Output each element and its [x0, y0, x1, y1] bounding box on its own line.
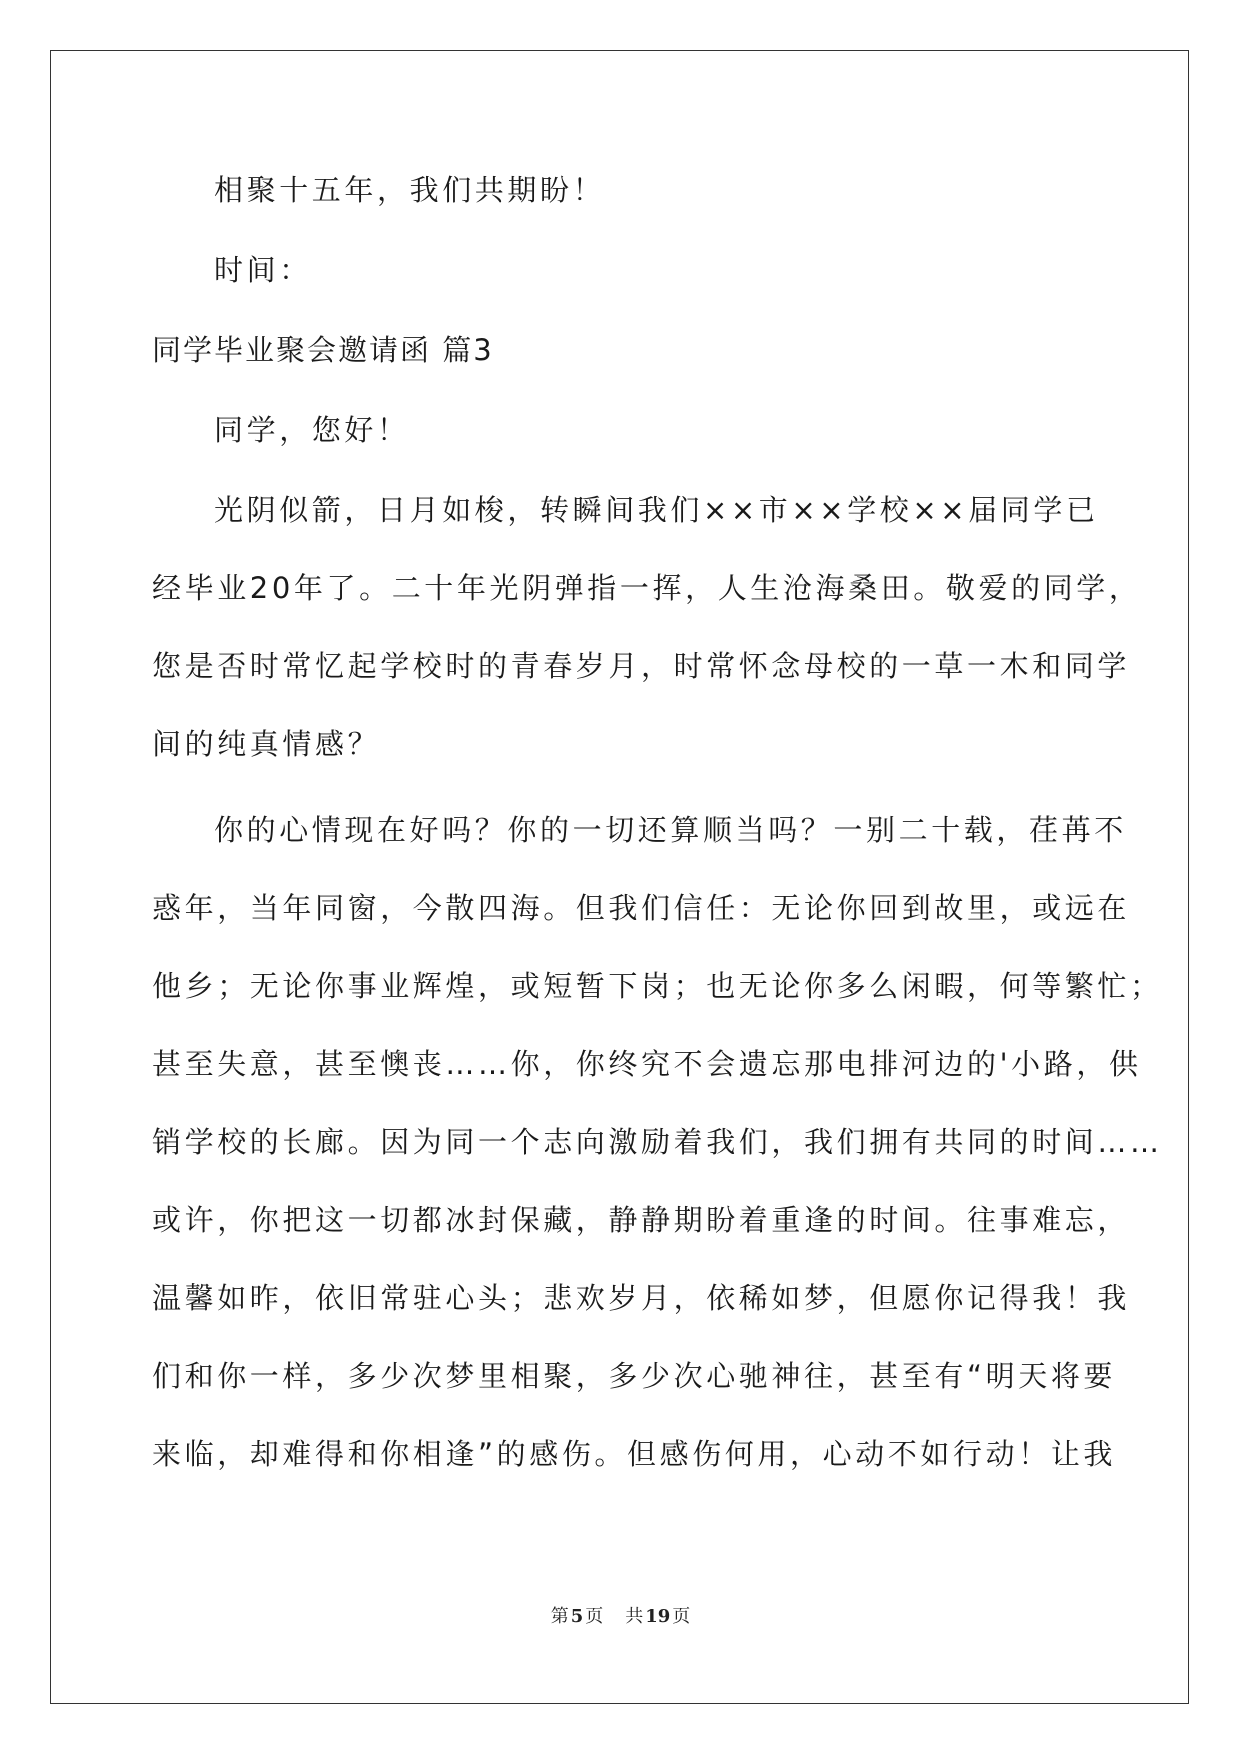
total-pages: 19 [645, 1606, 671, 1627]
total-suffix: 页 [672, 1606, 691, 1627]
text-line: 或许，你把这一切都冰封保藏，静静期盼着重逢的时间。往事难忘， [152, 1203, 1131, 1237]
text-line: 他乡；无论你事业辉煌，或短暂下岗；也无论你多么闲暇，何等繁忙； [152, 969, 1163, 1003]
text-line: 甚至失意，甚至懊丧……你，你终究不会遗忘那电排河边的'小路，供 [152, 1047, 1142, 1081]
text-line: 光阴似箭，日月如梭，转瞬间我们××市××学校××届同学已 [214, 493, 1099, 527]
text-line: 经毕业20年了。二十年光阴弹指一挥，人生沧海桑田。敬爱的同学， [152, 571, 1142, 605]
text-line: 来临，却难得和你相逢”的感伤。但感伤何用，心动不如行动！让我 [152, 1437, 1117, 1471]
page-number: 5 [570, 1606, 584, 1627]
text-line: 时间： [214, 253, 312, 287]
text-line: 您是否时常忆起学校时的青春岁月，时常怀念母校的一草一木和同学 [152, 649, 1131, 683]
text-line: 间的纯真情感？ [152, 727, 381, 761]
total-prefix: 共 [625, 1606, 644, 1627]
text-line: 销学校的长廊。因为同一个志向激励着我们，我们拥有共同的时间…… [152, 1125, 1163, 1159]
page-footer [0, 1602, 1241, 1628]
page-prefix: 第 [550, 1606, 569, 1627]
salutation: 同学，您好！ [214, 413, 410, 447]
text-line: 你的心情现在好吗？你的一切还算顺当吗？一别二十载，荏苒不 [214, 813, 1127, 847]
section-heading: 同学毕业聚会邀请函 篇3 [152, 333, 494, 367]
page-suffix: 页 [585, 1606, 604, 1627]
text-line: 温馨如昨，依旧常驻心头；悲欢岁月，依稀如梦，但愿你记得我！我 [152, 1281, 1131, 1315]
text-line: 惑年，当年同窗，今散四海。但我们信任：无论你回到故里，或远在 [152, 891, 1131, 925]
text-line: 们和你一样，多少次梦里相聚，多少次心驰神往，甚至有“明天将要 [152, 1359, 1117, 1393]
text-line: 相聚十五年，我们共期盼！ [214, 173, 606, 207]
